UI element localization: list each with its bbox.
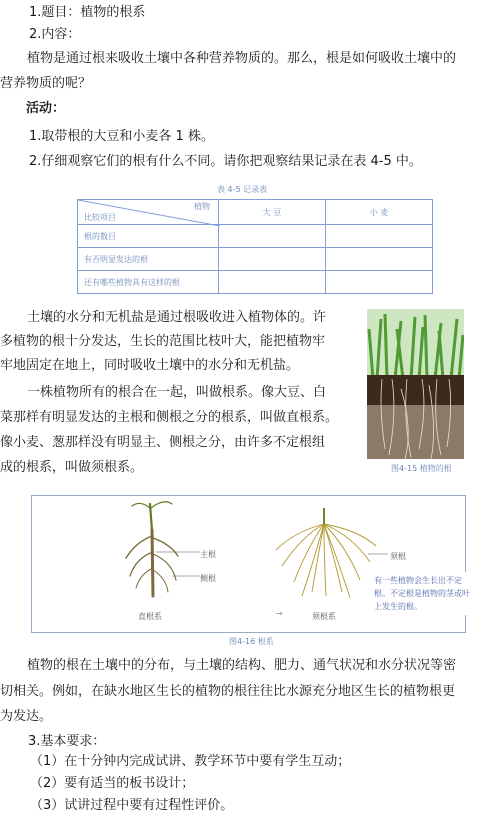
table-cell[interactable] — [219, 225, 326, 248]
para3-line-1: 植物的根在土壤中的分布，与土壤的结构、肥力、通气状况和水分状况等密 — [27, 658, 457, 673]
para2-line-2: 菜那样有明显发达的主根和侧根之分的根系，叫做直根系。 — [0, 410, 339, 425]
row-label-main-root: 有否明显发达的根 — [78, 248, 219, 271]
row-label-root-count: 根的数目 — [78, 225, 219, 248]
para3-line-2: 切相关。例如，在缺水地区生长的植物的根往往比水源充分地区生长的植物根更 — [0, 684, 456, 699]
table-cell[interactable] — [326, 225, 433, 248]
activity-step-1: 1.取带根的大豆和小麦各 1 株。 — [29, 129, 214, 144]
requirement-1: （1）在十分钟内完成试讲、教学环节中要有学生互动； — [30, 754, 351, 769]
label-lateral-root: 侧根 — [200, 574, 216, 583]
corner-plant-label: 植物 — [194, 202, 210, 211]
table-cell[interactable] — [326, 248, 433, 271]
para1-line-1: 土壤的水分和无机盐是通过根吸收进入植物体的。许 — [27, 310, 327, 325]
root-soil-illustration — [367, 309, 464, 459]
para1-line-2: 多植物的根十分发达，生长的范围比枝叶大，能把植物牢 — [0, 334, 326, 349]
table-row — [78, 271, 433, 294]
para2-line-1: 一株植物所有的根合在一起，叫做根系。像大豆、白 — [27, 385, 327, 400]
table-row — [78, 248, 433, 271]
svg-text:→: → — [276, 609, 283, 618]
title-line: 1.题目：植物的根系 — [29, 5, 146, 20]
table-cell[interactable] — [219, 248, 326, 271]
record-table — [77, 199, 433, 294]
intro-line-2: 营养物质的呢？ — [0, 76, 92, 91]
col-header-soybean: 大 豆 — [219, 200, 326, 225]
table-corner-cell — [78, 200, 219, 225]
label-fibrous-root: 须根 — [390, 552, 406, 561]
table-header-row — [78, 200, 433, 225]
activity-step-2: 2.仔细观察它们的根有什么不同。请你把观察结果记录在表 4-5 中。 — [29, 154, 422, 169]
requirement-3: （3）试讲过程中要有过程性评价。 — [30, 798, 234, 813]
requirements-heading: 3.基本要求： — [28, 734, 106, 749]
table-cell[interactable] — [326, 271, 433, 294]
fig415-caption: 图4-15 植物的根 — [391, 464, 452, 473]
adventitious-root-note: 有一些植物会生长出不定根。不定根是植物的茎或叶上发生的根。 — [370, 572, 478, 615]
label-main-root: 主根 — [200, 550, 216, 559]
label-taproot-system: 直根系 — [138, 612, 162, 621]
plant-roots-photo — [367, 309, 464, 459]
col-header-wheat: 小 麦 — [326, 200, 433, 225]
fig416-caption: 图4-16 根系 — [229, 637, 274, 646]
corner-item-label: 比较项目 — [84, 213, 116, 222]
table-caption: 表 4-5 记录表 — [217, 185, 268, 194]
para1-line-3: 牢地固定在地上，同时吸收土壤中的水分和无机盐。 — [0, 358, 300, 373]
para2-line-4: 成的根系，叫做须根系。 — [0, 460, 144, 475]
table-cell[interactable] — [219, 271, 326, 294]
para2-line-3: 像小麦、葱那样没有明显主、侧根之分，由许多不定根组 — [0, 435, 326, 450]
content-heading: 2.内容： — [29, 27, 81, 42]
label-fibrous-system: 须根系 — [312, 612, 336, 621]
row-label-other-plants: 还有哪些植物具有这样的根 — [78, 271, 219, 294]
requirement-2: （2）要有适当的板书设计； — [30, 776, 195, 791]
intro-line-1: 植物是通过根来吸收土壤中各种营养物质的。那么，根是如何吸收土壤中的 — [27, 51, 457, 66]
table-row — [78, 225, 433, 248]
para3-line-3: 为发达。 — [0, 709, 53, 724]
activity-heading: 活动： — [26, 101, 66, 116]
